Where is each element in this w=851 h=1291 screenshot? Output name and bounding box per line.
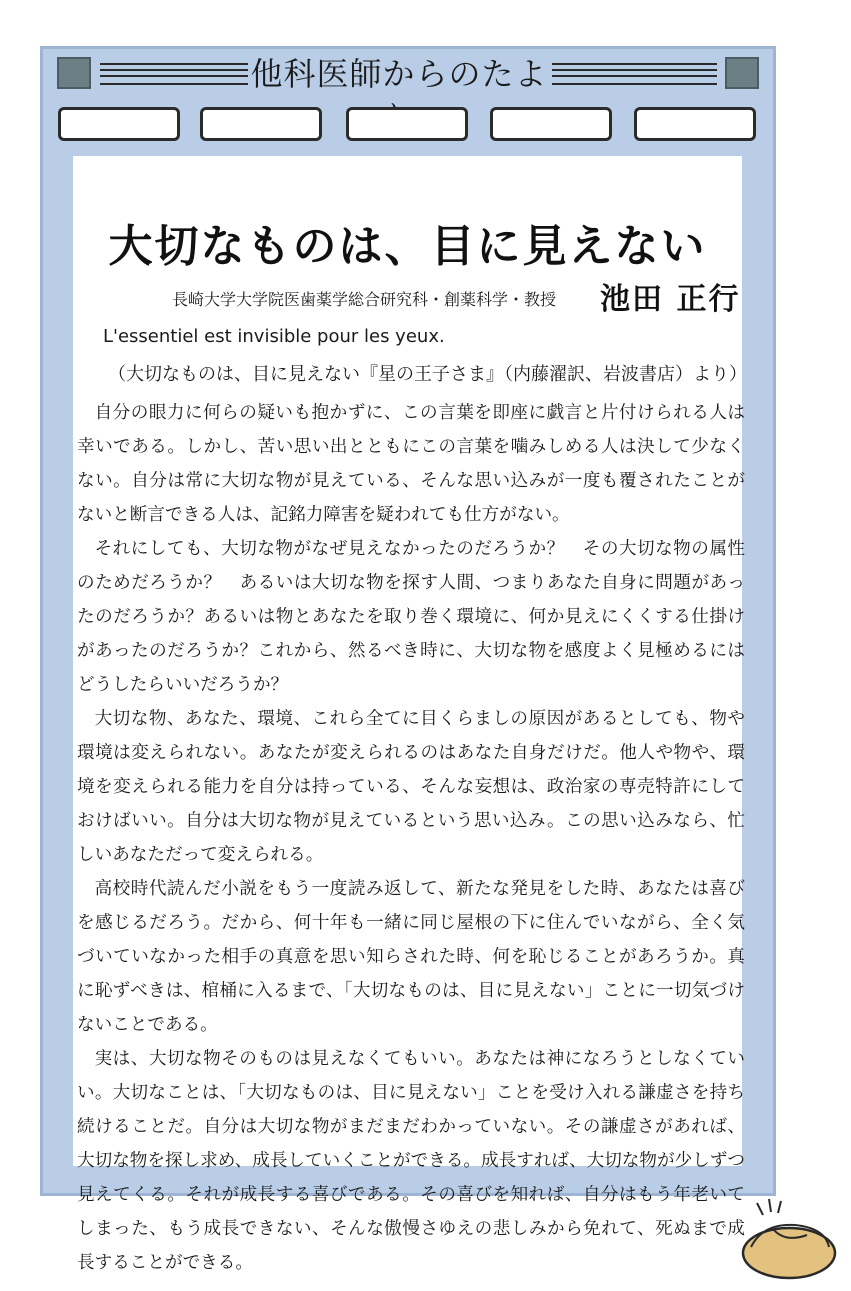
paragraph: それにしても、大切な物がなぜ見えなかったのだろうか？ その大切な物の属性のためだろうか？ あるいは大切な物を探す人間、つまりあなた自身に問題があったのだろうか？あるいは物とあなたを取り巻く環境に、何か見えにくくする仕掛けがあったのだろうか？これから、然るべき時に、大切な物を感度よく見極めるにはどうしたらいいだろうか？ bbox=[77, 539, 745, 695]
article-title: 大切なものは、目に見えない bbox=[108, 221, 707, 272]
article-body bbox=[77, 396, 745, 1280]
header-square-right bbox=[725, 57, 759, 89]
paragraph: 実は、大切な物そのものは見えなくてもいい。あなたは神になろうとしなくていい。大切なことは、「大切なものは、目に見えない」ことを受け入れる謙虚さを持ち続けることだ。自分は大切な物がまだまだわかっていない。その謙虚さがあれば、大切な物を探し求め、成長していくことができる。成長すれば、大切な物が少しずつ見えてくる。それが成長する喜びである。その喜びを知れば、自分はもう年老いてしまった、もう成長できない、そんな傲慢さゆえの悲しみから免れて、死ぬまで成長することができる。 bbox=[77, 1049, 745, 1273]
quote-original: L'essentiel est invisible pour les yeux. bbox=[103, 326, 445, 347]
section-title: 他科医師からのたよ bbox=[250, 55, 548, 93]
quote-translation: （大切なものは、目に見えない『星の王子さま』（内藤濯訳、岩波書店）より） bbox=[108, 364, 747, 385]
computer-mouse-icon bbox=[733, 1195, 843, 1285]
author-affiliation: 長崎大学大学院医歯薬学総合研究科・創薬科学・教授 bbox=[172, 290, 557, 309]
header-rule-right bbox=[552, 63, 717, 85]
header-rule-left bbox=[100, 63, 248, 85]
paragraph: 高校時代読んだ小説をもう一度読み返して、新たな発見をした時、あなたは喜びを感じるだろう。だから、何十年も一緒に同じ屋根の下に住んでいながら、全く気づいていなかった相手の真意を思い知らされた時、何を恥じることがあろうか。真に恥ずべきは、棺桶に入るまで、「大切なものは、目に見えない」ことに一切気づけないことである。 bbox=[77, 879, 745, 1035]
header-tab-1 bbox=[58, 107, 180, 141]
paragraph: 自分の眼力に何らの疑いも抱かずに、この言葉を即座に戯言と片付けられる人は幸いである。しかし、苦い思い出とともにこの言葉を噛みしめる人は決して少なくない。自分は常に大切な物が見えている、そんな思い込みが一度も覆されたことがないと断言できる人は、記銘力障害を疑われても仕方がない。 bbox=[77, 403, 745, 525]
header-tab-4 bbox=[490, 107, 612, 141]
header-tab-3 bbox=[346, 107, 468, 141]
header-tab-5 bbox=[634, 107, 756, 141]
header-tab-2 bbox=[200, 107, 322, 141]
header-square-left bbox=[57, 57, 91, 89]
paragraph: 大切な物、あなた、環境、これら全てに目くらましの原因があるとしても、物や環境は変えられない。あなたが変えられるのはあなた自身だけだ。他人や物や、環境を変えられる能力を自分は持っている、そんな妄想は、政治家の専売特許にしておけばいい。自分は大切な物が見えているという思い込み。この思い込みなら、忙しいあなただって変えられる。 bbox=[77, 709, 745, 865]
author-name: 池田 正行 bbox=[600, 282, 741, 317]
